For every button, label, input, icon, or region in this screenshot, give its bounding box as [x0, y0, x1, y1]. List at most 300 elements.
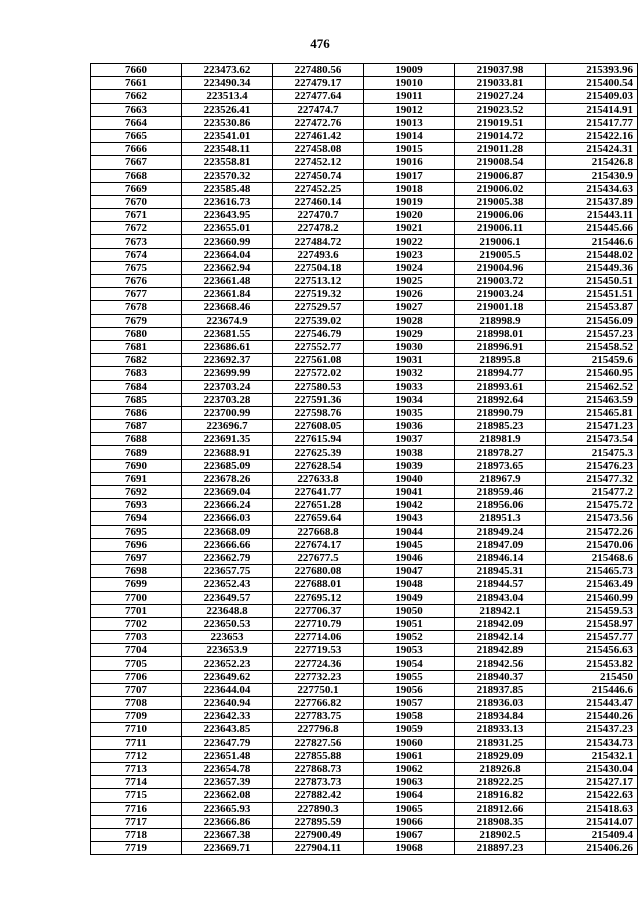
table-cell: 215417.77 [546, 116, 638, 129]
table-cell: 227868.73 [273, 762, 364, 775]
table-row [91, 420, 638, 433]
table-cell: 7700 [91, 591, 182, 604]
table-cell: 19045 [364, 538, 455, 551]
table-cell: 227732.23 [273, 670, 364, 683]
table-cell: 19052 [364, 631, 455, 644]
table-cell: 227651.28 [273, 499, 364, 512]
table-cell: 19047 [364, 565, 455, 578]
table-cell: 227900.49 [273, 828, 364, 841]
table-cell: 223648.8 [182, 604, 273, 617]
table-row [91, 459, 638, 472]
table-cell: 223667.38 [182, 828, 273, 841]
table-cell: 227478.2 [273, 222, 364, 235]
table-cell: 215459.6 [546, 354, 638, 367]
table-cell: 19018 [364, 182, 455, 195]
table-cell: 7689 [91, 446, 182, 459]
table-cell: 218942.14 [455, 631, 546, 644]
table-row [91, 617, 638, 630]
table-cell: 223661.84 [182, 288, 273, 301]
table-row [91, 340, 638, 353]
table-row [91, 446, 638, 459]
table-row [91, 710, 638, 723]
table-cell: 223490.34 [182, 77, 273, 90]
table-cell: 227529.57 [273, 301, 364, 314]
table-cell: 19024 [364, 261, 455, 274]
table-cell: 227474.7 [273, 103, 364, 116]
table-cell: 19017 [364, 169, 455, 182]
table-cell: 19068 [364, 842, 455, 855]
table-cell: 219004.96 [455, 261, 546, 274]
table-cell: 215471.23 [546, 420, 638, 433]
table-cell: 215472.26 [546, 525, 638, 538]
table-cell: 227783.75 [273, 710, 364, 723]
table-row [91, 156, 638, 169]
table-cell: 219023.52 [455, 103, 546, 116]
table-cell: 19019 [364, 195, 455, 208]
table-cell: 223662.94 [182, 261, 273, 274]
table-row [91, 354, 638, 367]
table-cell: 215414.91 [546, 103, 638, 116]
table-cell: 227460.14 [273, 195, 364, 208]
table-cell: 7691 [91, 472, 182, 485]
table-cell: 227580.53 [273, 380, 364, 393]
table-cell: 215475.3 [546, 446, 638, 459]
table-cell: 215456.63 [546, 644, 638, 657]
table-cell: 218929.09 [455, 749, 546, 762]
table-row [91, 578, 638, 591]
table-cell: 19016 [364, 156, 455, 169]
table-cell: 223647.79 [182, 736, 273, 749]
table-cell: 218996.91 [455, 340, 546, 353]
table-cell: 7695 [91, 525, 182, 538]
table-cell: 215409.4 [546, 828, 638, 841]
table-cell: 227714.06 [273, 631, 364, 644]
table-cell: 227695.12 [273, 591, 364, 604]
table-cell: 227552.77 [273, 340, 364, 353]
table-cell: 218943.04 [455, 591, 546, 604]
table-cell: 227904.11 [273, 842, 364, 855]
table-cell: 19027 [364, 301, 455, 314]
table-cell: 223657.39 [182, 776, 273, 789]
table-cell: 218978.27 [455, 446, 546, 459]
table-cell: 223685.09 [182, 459, 273, 472]
table-cell: 223669.71 [182, 842, 273, 855]
table-cell: 223686.61 [182, 340, 273, 353]
table-cell: 7676 [91, 275, 182, 288]
table-cell: 223649.62 [182, 670, 273, 683]
table-cell: 218992.64 [455, 393, 546, 406]
table-cell: 223699.99 [182, 367, 273, 380]
table-cell: 7712 [91, 749, 182, 762]
table-cell: 19063 [364, 776, 455, 789]
table-row [91, 77, 638, 90]
table-cell: 218922.25 [455, 776, 546, 789]
table-cell: 223650.53 [182, 617, 273, 630]
table-cell: 219011.28 [455, 143, 546, 156]
table-cell: 223541.01 [182, 129, 273, 142]
coordinates-table [90, 63, 638, 855]
table-cell: 19066 [364, 815, 455, 828]
table-cell: 19044 [364, 525, 455, 538]
table-cell: 215445.66 [546, 222, 638, 235]
table-cell: 218940.37 [455, 670, 546, 683]
table-cell: 7702 [91, 617, 182, 630]
table-row [91, 301, 638, 314]
table-cell: 218995.8 [455, 354, 546, 367]
table-cell: 19020 [364, 209, 455, 222]
table-cell: 227546.79 [273, 327, 364, 340]
table-cell: 19061 [364, 749, 455, 762]
table-cell: 218947.09 [455, 538, 546, 551]
table-cell: 7668 [91, 169, 182, 182]
table-cell: 7719 [91, 842, 182, 855]
table-cell: 218956.06 [455, 499, 546, 512]
table-cell: 19062 [364, 762, 455, 775]
table-cell: 7708 [91, 697, 182, 710]
table-cell: 227724.36 [273, 657, 364, 670]
table-cell: 19046 [364, 551, 455, 564]
table-cell: 219001.18 [455, 301, 546, 314]
table-cell: 218944.57 [455, 578, 546, 591]
table-cell: 227519.32 [273, 288, 364, 301]
table-cell: 7693 [91, 499, 182, 512]
table-cell: 227625.39 [273, 446, 364, 459]
table-cell: 223655.01 [182, 222, 273, 235]
table-cell: 218994.77 [455, 367, 546, 380]
table-cell: 218993.61 [455, 380, 546, 393]
table-cell: 215414.07 [546, 815, 638, 828]
table-cell: 7696 [91, 538, 182, 551]
table-cell: 7681 [91, 340, 182, 353]
table-cell: 215424.31 [546, 143, 638, 156]
table-row [91, 815, 638, 828]
table-cell: 7683 [91, 367, 182, 380]
table-cell: 227890.3 [273, 802, 364, 815]
table-row [91, 538, 638, 551]
table-row [91, 644, 638, 657]
table-cell: 215457.77 [546, 631, 638, 644]
table-cell: 7662 [91, 90, 182, 103]
table-cell: 19021 [364, 222, 455, 235]
table-cell: 19032 [364, 367, 455, 380]
table-cell: 19012 [364, 103, 455, 116]
table-cell: 215437.89 [546, 195, 638, 208]
table-cell: 7699 [91, 578, 182, 591]
table-cell: 19029 [364, 327, 455, 340]
table-cell: 215465.81 [546, 406, 638, 419]
table-cell: 215473.56 [546, 512, 638, 525]
table-cell: 223652.23 [182, 657, 273, 670]
table-row [91, 762, 638, 775]
table-cell: 215460.99 [546, 591, 638, 604]
table-cell: 19049 [364, 591, 455, 604]
table-cell: 218916.82 [455, 789, 546, 802]
table-cell: 7674 [91, 248, 182, 261]
table-cell: 223666.03 [182, 512, 273, 525]
table-cell: 7717 [91, 815, 182, 828]
table-row [91, 828, 638, 841]
table-cell: 223640.94 [182, 697, 273, 710]
table-row [91, 789, 638, 802]
table-cell: 7685 [91, 393, 182, 406]
table-cell: 7665 [91, 129, 182, 142]
table-cell: 227796.8 [273, 723, 364, 736]
table-cell: 19057 [364, 697, 455, 710]
table-cell: 215443.11 [546, 209, 638, 222]
table-cell: 218933.13 [455, 723, 546, 736]
table-cell: 215434.63 [546, 182, 638, 195]
table-cell: 223700.99 [182, 406, 273, 419]
table-cell: 223530.86 [182, 116, 273, 129]
table-cell: 223691.35 [182, 433, 273, 446]
table-cell: 19026 [364, 288, 455, 301]
table-cell: 7669 [91, 182, 182, 195]
table-cell: 7670 [91, 195, 182, 208]
table-cell: 215450 [546, 670, 638, 683]
table-cell: 7666 [91, 143, 182, 156]
table-cell: 19048 [364, 578, 455, 591]
table-row [91, 657, 638, 670]
table-cell: 219027.24 [455, 90, 546, 103]
table-row [91, 261, 638, 274]
table-cell: 19014 [364, 129, 455, 142]
table-cell: 218942.89 [455, 644, 546, 657]
table-cell: 227766.82 [273, 697, 364, 710]
table-cell: 215426.8 [546, 156, 638, 169]
table-cell: 7677 [91, 288, 182, 301]
table-cell: 227484.72 [273, 235, 364, 248]
table-cell: 218926.8 [455, 762, 546, 775]
table-cell: 215418.63 [546, 802, 638, 815]
table-cell: 215463.49 [546, 578, 638, 591]
table-row [91, 182, 638, 195]
table-cell: 218973.65 [455, 459, 546, 472]
table-cell: 7709 [91, 710, 182, 723]
table-cell: 223653.9 [182, 644, 273, 657]
table-cell: 223666.24 [182, 499, 273, 512]
table-row [91, 169, 638, 182]
table-cell: 218998.01 [455, 327, 546, 340]
table-cell: 227659.64 [273, 512, 364, 525]
table-cell: 223660.99 [182, 235, 273, 248]
table-cell: 19054 [364, 657, 455, 670]
table-cell: 227472.76 [273, 116, 364, 129]
table-cell: 227461.42 [273, 129, 364, 142]
table-cell: 223666.86 [182, 815, 273, 828]
table-row [91, 512, 638, 525]
table-cell: 227706.37 [273, 604, 364, 617]
table-cell: 19042 [364, 499, 455, 512]
table-row [91, 486, 638, 499]
table-cell: 7661 [91, 77, 182, 90]
table-cell: 7701 [91, 604, 182, 617]
table-row [91, 406, 638, 419]
table-cell: 19058 [364, 710, 455, 723]
table-cell: 7706 [91, 670, 182, 683]
table-row [91, 222, 638, 235]
table-cell: 223688.91 [182, 446, 273, 459]
table-cell: 215393.96 [546, 64, 638, 77]
table-cell: 227513.12 [273, 275, 364, 288]
table-cell: 223662.79 [182, 551, 273, 564]
table-cell: 215465.73 [546, 565, 638, 578]
table-cell: 223666.66 [182, 538, 273, 551]
table-cell: 19060 [364, 736, 455, 749]
table-row [91, 842, 638, 855]
table-cell: 223665.93 [182, 802, 273, 815]
table-cell: 219003.72 [455, 275, 546, 288]
table-cell: 219006.87 [455, 169, 546, 182]
table-cell: 7705 [91, 657, 182, 670]
table-cell: 7715 [91, 789, 182, 802]
page-number: 476 [310, 36, 330, 51]
table-cell: 7687 [91, 420, 182, 433]
table-cell: 7710 [91, 723, 182, 736]
table-cell: 19053 [364, 644, 455, 657]
table-cell: 227750.1 [273, 683, 364, 696]
table-cell: 227470.7 [273, 209, 364, 222]
table-cell: 223654.78 [182, 762, 273, 775]
table-cell: 223570.32 [182, 169, 273, 182]
table-cell: 215432.1 [546, 749, 638, 762]
table-cell: 7707 [91, 683, 182, 696]
table-cell: 7660 [91, 64, 182, 77]
table-cell: 19031 [364, 354, 455, 367]
table-cell: 215437.23 [546, 723, 638, 736]
table-row [91, 209, 638, 222]
table-cell: 19013 [364, 116, 455, 129]
table-cell: 215449.36 [546, 261, 638, 274]
table-cell: 7688 [91, 433, 182, 446]
table-cell: 215400.54 [546, 77, 638, 90]
table-cell: 218908.35 [455, 815, 546, 828]
table-cell: 223703.28 [182, 393, 273, 406]
table-cell: 227688.01 [273, 578, 364, 591]
table-cell: 215473.54 [546, 433, 638, 446]
table-row [91, 749, 638, 762]
table-cell: 223703.24 [182, 380, 273, 393]
table-row [91, 551, 638, 564]
table-cell: 218902.5 [455, 828, 546, 841]
table-cell: 7682 [91, 354, 182, 367]
table-cell: 7718 [91, 828, 182, 841]
coordinates-table-body [91, 64, 638, 855]
table-cell: 7704 [91, 644, 182, 657]
table-row [91, 631, 638, 644]
table-cell: 215476.23 [546, 459, 638, 472]
table-cell: 7684 [91, 380, 182, 393]
table-cell: 215456.09 [546, 314, 638, 327]
table-cell: 215458.52 [546, 340, 638, 353]
table-row [91, 90, 638, 103]
table-cell: 227452.12 [273, 156, 364, 169]
table-cell: 223668.09 [182, 525, 273, 538]
table-cell: 223681.55 [182, 327, 273, 340]
table-cell: 7679 [91, 314, 182, 327]
table-cell: 19037 [364, 433, 455, 446]
table-cell: 19028 [364, 314, 455, 327]
table-cell: 223513.4 [182, 90, 273, 103]
table-cell: 19023 [364, 248, 455, 261]
table-cell: 227668.8 [273, 525, 364, 538]
table-cell: 227608.05 [273, 420, 364, 433]
table-cell: 219005.5 [455, 248, 546, 261]
table-cell: 7673 [91, 235, 182, 248]
table-cell: 19065 [364, 802, 455, 815]
table-cell: 223657.75 [182, 565, 273, 578]
table-cell: 223526.41 [182, 103, 273, 116]
table-cell: 215468.6 [546, 551, 638, 564]
table-cell: 7671 [91, 209, 182, 222]
table-cell: 218942.1 [455, 604, 546, 617]
table-row [91, 195, 638, 208]
table-cell: 223692.37 [182, 354, 273, 367]
table-cell: 215427.17 [546, 776, 638, 789]
table-cell: 19041 [364, 486, 455, 499]
table-cell: 215475.72 [546, 499, 638, 512]
table-cell: 19011 [364, 90, 455, 103]
table-row [91, 472, 638, 485]
table-cell: 223652.43 [182, 578, 273, 591]
table-cell: 215448.02 [546, 248, 638, 261]
table-cell: 215430.9 [546, 169, 638, 182]
table-row [91, 380, 638, 393]
table-cell: 223616.73 [182, 195, 273, 208]
table-row [91, 670, 638, 683]
table-cell: 227677.5 [273, 551, 364, 564]
table-row [91, 288, 638, 301]
table-cell: 227882.42 [273, 789, 364, 802]
table-cell: 223653 [182, 631, 273, 644]
table-cell: 223643.85 [182, 723, 273, 736]
table-cell: 218942.56 [455, 657, 546, 670]
table-cell: 223585.48 [182, 182, 273, 195]
table-cell: 219005.38 [455, 195, 546, 208]
table-row [91, 433, 638, 446]
table-cell: 218945.31 [455, 565, 546, 578]
table-cell: 215446.6 [546, 235, 638, 248]
table-cell: 19059 [364, 723, 455, 736]
table-cell: 227450.74 [273, 169, 364, 182]
table-cell: 227598.76 [273, 406, 364, 419]
table-cell: 7697 [91, 551, 182, 564]
table-cell: 215457.23 [546, 327, 638, 340]
table-row [91, 235, 638, 248]
table-cell: 215446.6 [546, 683, 638, 696]
table-cell: 218942.09 [455, 617, 546, 630]
table-cell: 219006.02 [455, 182, 546, 195]
table-cell: 219014.72 [455, 129, 546, 142]
table-cell: 7678 [91, 301, 182, 314]
table-cell: 218897.23 [455, 842, 546, 855]
table-cell: 218951.3 [455, 512, 546, 525]
table-cell: 7664 [91, 116, 182, 129]
table-cell: 215440.26 [546, 710, 638, 723]
table-cell: 7703 [91, 631, 182, 644]
table-cell: 223558.81 [182, 156, 273, 169]
table-row [91, 525, 638, 538]
table-cell: 215409.03 [546, 90, 638, 103]
table-cell: 223668.46 [182, 301, 273, 314]
table-cell: 227572.02 [273, 367, 364, 380]
table-cell: 227615.94 [273, 433, 364, 446]
table-cell: 7686 [91, 406, 182, 419]
table-row [91, 327, 638, 340]
table-cell: 223642.33 [182, 710, 273, 723]
table-cell: 19050 [364, 604, 455, 617]
table-cell: 227719.53 [273, 644, 364, 657]
table-cell: 19055 [364, 670, 455, 683]
